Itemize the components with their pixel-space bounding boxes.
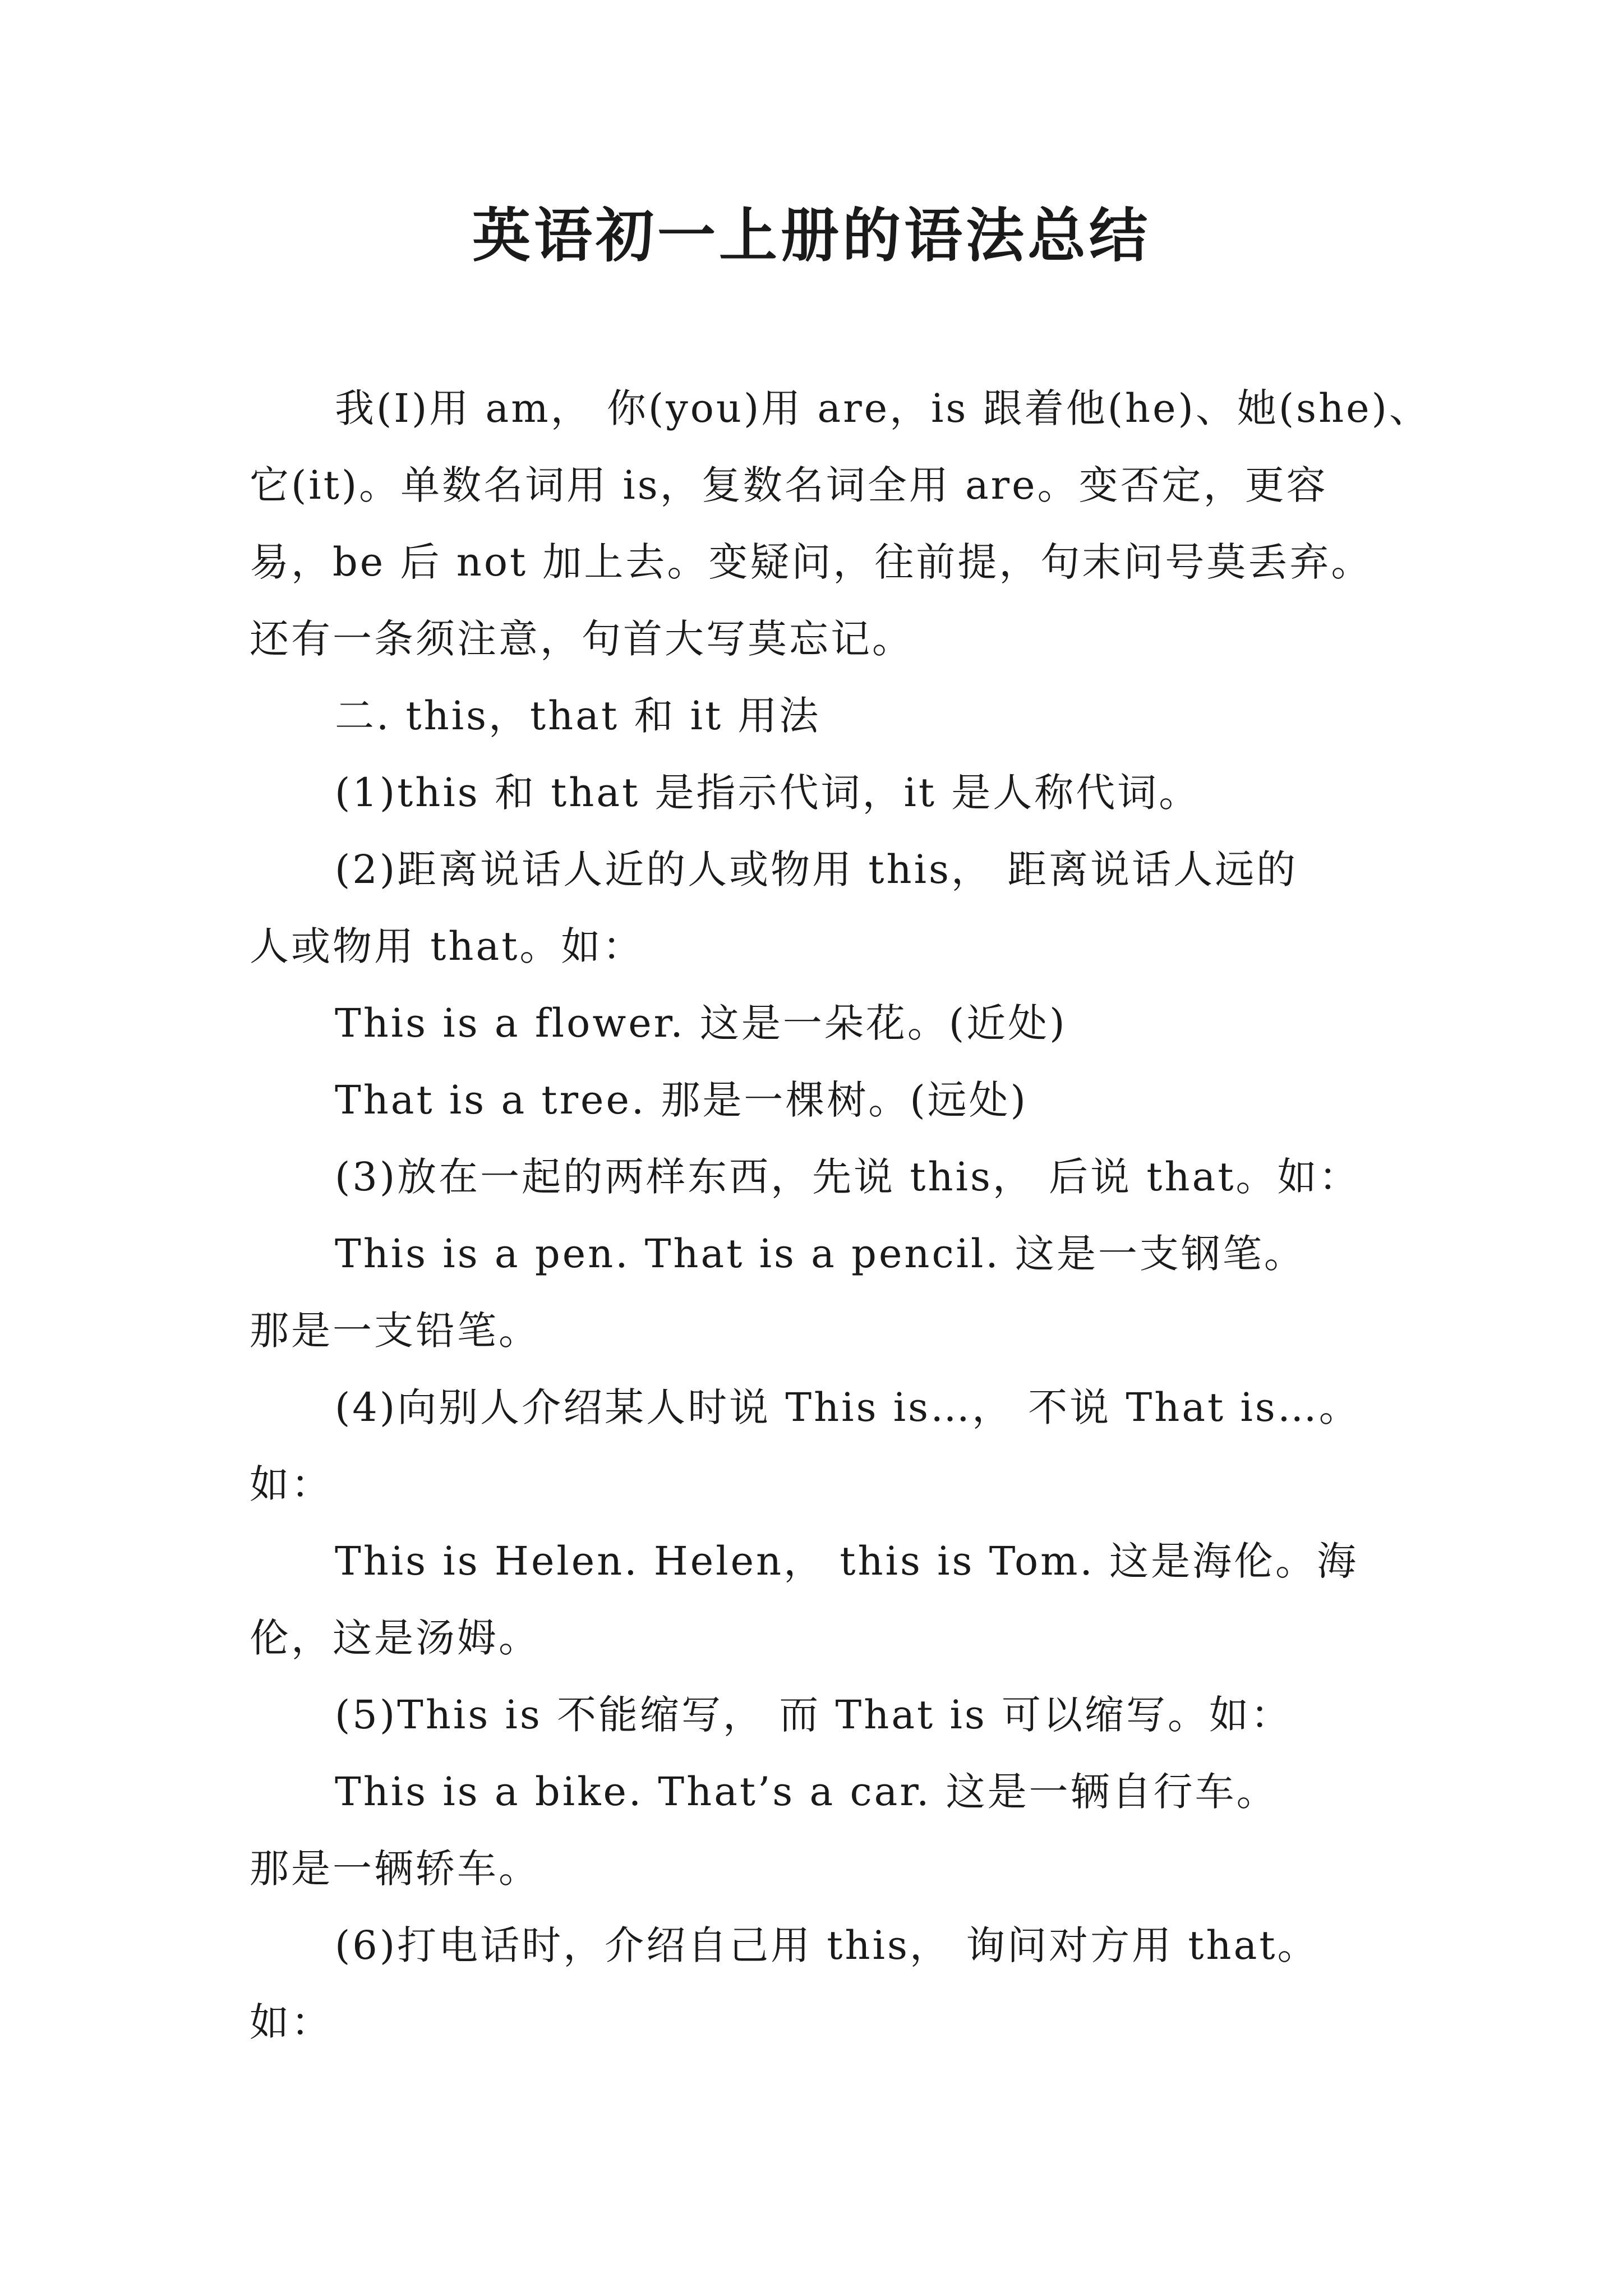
paragraph-line: (1)this 和 that 是指示代词，it 是人称代词。 (335, 770, 1201, 816)
example-line: 伦，这是汤姆。 (250, 1615, 540, 1661)
paragraph-line: (3)放在一起的两样东西，先说 this， 后说 that。如： (335, 1154, 1361, 1200)
example-line: This is a flower. 这是一朵花。(近处) (335, 1000, 1067, 1046)
example-line: 那是一支铅笔。 (250, 1308, 540, 1354)
paragraph-line: (4)向别人介绍某人时说 This is…， 不说 That is…。 (335, 1384, 1361, 1430)
section-heading: 二. this，that 和 it 用法 (335, 693, 821, 739)
paragraph-line: 它(it)。单数名词用 is，复数名词全用 are。变否定，更容 (250, 462, 1328, 508)
paragraph-line: 易，be 后 not 加上去。变疑问，往前提，句末问号莫丢弃。 (250, 539, 1373, 585)
paragraph-line: (5)This is 不能缩写， 而 That is 可以缩写。如： (335, 1692, 1293, 1738)
paragraph-line: 如： (250, 1999, 333, 2045)
paragraph-line: 如： (250, 1461, 333, 1507)
example-line: 那是一辆轿车。 (250, 1846, 540, 1892)
paragraph-line: 人或物用 that。如： (250, 923, 644, 969)
example-line: That is a tree. 那是一棵树。(远处) (335, 1077, 1028, 1123)
example-line: This is a pen. That is a pencil. 这是一支钢笔。 (335, 1231, 1306, 1277)
paragraph-line: (6)打电话时，介绍自己用 this， 询问对方用 that。 (335, 1922, 1319, 1968)
document-body (250, 370, 1431, 2061)
paragraph-line: 我(I)用 am， 你(you)用 are，is 跟着他(he)、她(she)、 (335, 385, 1431, 431)
paragraph-line: (2)距离说话人近的人或物用 this， 距离说话人远的 (335, 846, 1298, 892)
paragraph-line: 还有一条须注意，句首大写莫忘记。 (250, 616, 914, 662)
example-line: This is Helen. Helen， this is Tom. 这是海伦。海 (335, 1538, 1358, 1584)
document-title: 英语初一上册的语法总结 (472, 201, 1151, 270)
example-line: This is a bike. That’s a car. 这是一辆自行车。 (335, 1769, 1278, 1815)
